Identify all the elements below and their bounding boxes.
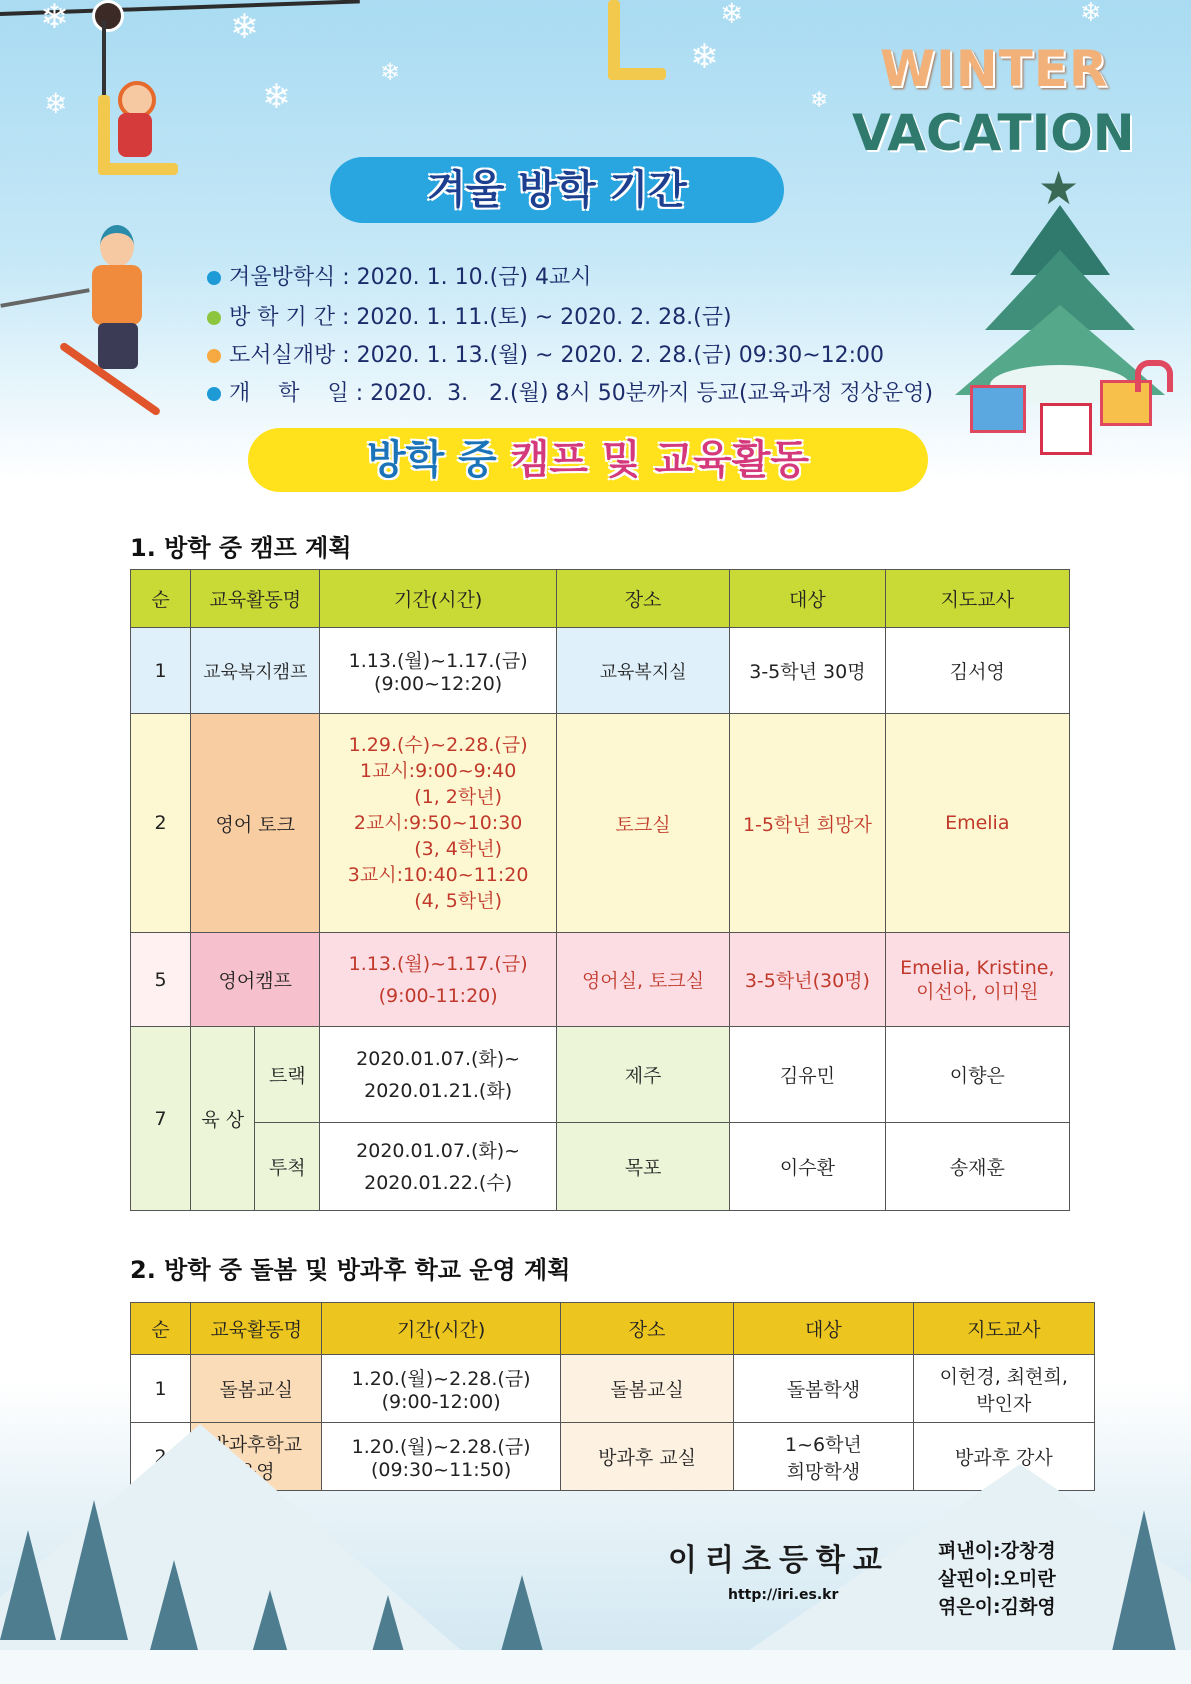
cell-teacher: 김서영 [885, 628, 1069, 714]
cell-target: 김유민 [730, 1027, 885, 1123]
pine-tree-icon [500, 1575, 544, 1655]
name-line: 방과후학교 [210, 1433, 303, 1456]
snowflake-icon: ❄ [44, 87, 68, 120]
info-label: 방 학 기 간 : [229, 305, 357, 330]
christmas-tree-icon [950, 161, 1170, 465]
cell-event: 트랙 [255, 1027, 320, 1123]
cell-target: 3-5학년 30명 [730, 628, 885, 714]
period-line: 1교시:9:00~9:40 [359, 760, 517, 782]
header-cell: 기간(시간) [322, 1303, 560, 1355]
table-row [131, 1123, 1070, 1211]
credit-publisher: 펴낸이:강창경 [938, 1540, 1056, 1562]
snowflake-icon: ❄ [720, 0, 744, 30]
cell-teacher: 방과후 강사 [913, 1423, 1094, 1491]
cell-teacher [885, 933, 1069, 1027]
cell-no: 2 [131, 1423, 191, 1491]
camp-plan-table [130, 569, 1070, 1211]
snowflake-icon: ❄ [40, 0, 69, 37]
period-line: 1.29.(수)~2.28.(금) [348, 734, 528, 756]
period-line: (4, 5학년) [414, 890, 503, 912]
page-title: 겨울 방학 기간 [330, 157, 784, 223]
snowflake-icon: ❄ [380, 58, 401, 86]
cell-target: 이수환 [730, 1123, 885, 1211]
cell-name: 영어캠프 [191, 933, 320, 1027]
period-line: (9:00~12:20) [374, 673, 503, 695]
period-line: 1.20.(월)~2.28.(금) [351, 1436, 531, 1458]
pine-tree-icon [150, 1560, 198, 1650]
activities-banner [248, 428, 928, 492]
snowflake-icon: ❄ [262, 77, 291, 117]
period-line: 3교시:10:40~11:20 [347, 864, 529, 886]
cell-target: 돌봄학생 [734, 1355, 913, 1423]
snowflake-icon: ❄ [810, 88, 829, 113]
cell-teacher: 이향은 [885, 1027, 1069, 1123]
cell-period [320, 933, 557, 1027]
cell-no: 2 [131, 714, 191, 933]
period-line: 2020.01.07.(화)~ [356, 1047, 521, 1070]
gift-box-icon [1040, 403, 1092, 455]
cell-period [320, 628, 557, 714]
period-line: (3, 4학년) [414, 838, 503, 860]
cell-name: 영어 토크 [191, 714, 320, 933]
period-line: (9:00-11:20) [378, 984, 498, 1007]
cell-period [320, 714, 557, 933]
info-line-vacation-period [207, 300, 732, 331]
info-label: 개 학 일 : [229, 381, 371, 406]
info-line-library-open [207, 338, 884, 369]
period-line: (1, 2학년) [414, 786, 503, 808]
cell-no: 7 [131, 1027, 191, 1211]
cell-period [320, 1027, 557, 1123]
cell-target: 3-5학년(30명) [730, 933, 885, 1027]
name-line: 운영 [237, 1460, 275, 1483]
table-row [131, 714, 1070, 933]
gift-box-icon [970, 385, 1026, 433]
header-cell: 대상 [730, 570, 885, 628]
teacher-line: 이헌경, 최현희, [939, 1365, 1068, 1388]
info-line-closing-ceremony [207, 260, 592, 291]
cell-place: 토크실 [556, 714, 729, 933]
cell-teacher [913, 1355, 1094, 1423]
school-name: 이리초등학교 [668, 1543, 890, 1578]
snow-ground [0, 1650, 1191, 1684]
target-line: 1~6학년 [784, 1433, 862, 1456]
credits [938, 1537, 1056, 1621]
school-url[interactable]: http://iri.es.kr [728, 1587, 839, 1603]
winter-logo: WINTER [880, 40, 1109, 98]
info-label: 도서실개방 : [229, 343, 357, 368]
header-cell: 교육활동명 [191, 570, 320, 628]
cell-period [320, 1123, 557, 1211]
info-label: 겨울방학식 : [229, 265, 357, 290]
cell-name: 돌봄교실 [191, 1355, 322, 1423]
credit-reviewer: 살핀이:오미란 [938, 1568, 1056, 1590]
period-line: 1.13.(월)~1.17.(금) [348, 952, 528, 975]
star-icon: ★ [1038, 161, 1080, 215]
cell-place: 목포 [556, 1123, 729, 1211]
header-cell: 대상 [734, 1303, 913, 1355]
vacation-logo: VACATION [852, 104, 1135, 162]
teacher-line: Emelia, Kristine, [900, 956, 1055, 979]
teacher-line: 박인자 [976, 1392, 1032, 1415]
cell-event: 투척 [255, 1123, 320, 1211]
cell-no: 5 [131, 933, 191, 1027]
pulley-icon [92, 0, 124, 32]
credit-editor: 엮은이:김화영 [938, 1596, 1056, 1618]
banner-part2: 캠프 및 교육활동 [510, 437, 810, 483]
header-cell: 순 [131, 570, 191, 628]
snowflake-icon: ❄ [230, 7, 259, 47]
cell-teacher: 송재훈 [885, 1123, 1069, 1211]
cell-place: 영어실, 토크실 [556, 933, 729, 1027]
header-cell: 장소 [556, 570, 729, 628]
cell-period [322, 1355, 560, 1423]
period-line: 2020.01.22.(수) [364, 1171, 513, 1194]
section2-title: 2. 방학 중 돌봄 및 방과후 학교 운영 계획 [130, 1256, 571, 1284]
target-line: 희망학생 [786, 1460, 861, 1483]
info-line-school-opening [207, 376, 933, 407]
header-cell: 교육활동명 [191, 1303, 322, 1355]
table-row [131, 933, 1070, 1027]
info-value: 2020. 1. 10.(금) 4교시 [356, 265, 592, 290]
table-row [131, 628, 1070, 714]
cell-target: 1-5학년 희망자 [730, 714, 885, 933]
table-row [131, 1027, 1070, 1123]
empty-chair-icon [608, 0, 666, 84]
bullet-dot-icon [207, 387, 221, 401]
cell-place: 제주 [556, 1027, 729, 1123]
bullet-dot-icon [207, 349, 221, 363]
period-line: 1.20.(월)~2.28.(금) [351, 1368, 531, 1390]
pine-tree-icon [1110, 1510, 1178, 1660]
cell-name: 육 상 [191, 1027, 255, 1211]
candy-cane-icon [1135, 360, 1173, 392]
bullet-dot-icon [207, 311, 221, 325]
header-cell: 순 [131, 1303, 191, 1355]
table-header-row [131, 1303, 1095, 1355]
header-cell: 장소 [560, 1303, 733, 1355]
cell-teacher: Emelia [885, 714, 1069, 933]
info-value: 2020. 1. 11.(토) ~ 2020. 2. 28.(금) [356, 305, 732, 330]
period-line: 2020.01.21.(화) [364, 1079, 513, 1102]
header-cell: 지도교사 [885, 570, 1069, 628]
cell-name: 교육복지캠프 [191, 628, 320, 714]
cell-no: 1 [131, 628, 191, 714]
period-line: 2교시:9:50~10:30 [353, 812, 523, 834]
ski-lift-pole [102, 20, 106, 100]
table-header-row [131, 570, 1070, 628]
cell-no: 1 [131, 1355, 191, 1423]
header-cell: 지도교사 [913, 1303, 1094, 1355]
skier-chair-icon [98, 95, 180, 175]
teacher-line: 이선아, 이미원 [916, 980, 1039, 1003]
info-value: 2020. 3. 2.(월) 8시 50분까지 등교(교육과정 정상운영) [370, 381, 934, 406]
pine-tree-icon [0, 1530, 56, 1640]
period-line: (9:00-12:00) [381, 1391, 501, 1413]
cell-place: 돌봄교실 [560, 1355, 733, 1423]
period-line: 2020.01.07.(화)~ [356, 1139, 521, 1162]
snowflake-icon: ❄ [1080, 0, 1102, 28]
period-line: (09:30~11:50) [370, 1459, 512, 1481]
table-row [131, 1355, 1095, 1423]
cell-place: 방과후 교실 [560, 1423, 733, 1491]
period-line: 1.13.(월)~1.17.(금) [348, 650, 528, 672]
header-cell: 기간(시간) [320, 570, 557, 628]
banner-part1: 방학 중 [366, 437, 511, 483]
cell-place: 교육복지실 [556, 628, 729, 714]
section1-title: 1. 방학 중 캠프 계획 [130, 534, 352, 562]
info-value: 2020. 1. 13.(월) ~ 2020. 2. 28.(금) 09:30~12:00 [356, 343, 885, 368]
skier-jump-icon [50, 225, 170, 415]
snowflake-icon: ❄ [690, 37, 719, 77]
pine-tree-icon [60, 1500, 128, 1640]
bullet-dot-icon [207, 271, 221, 285]
